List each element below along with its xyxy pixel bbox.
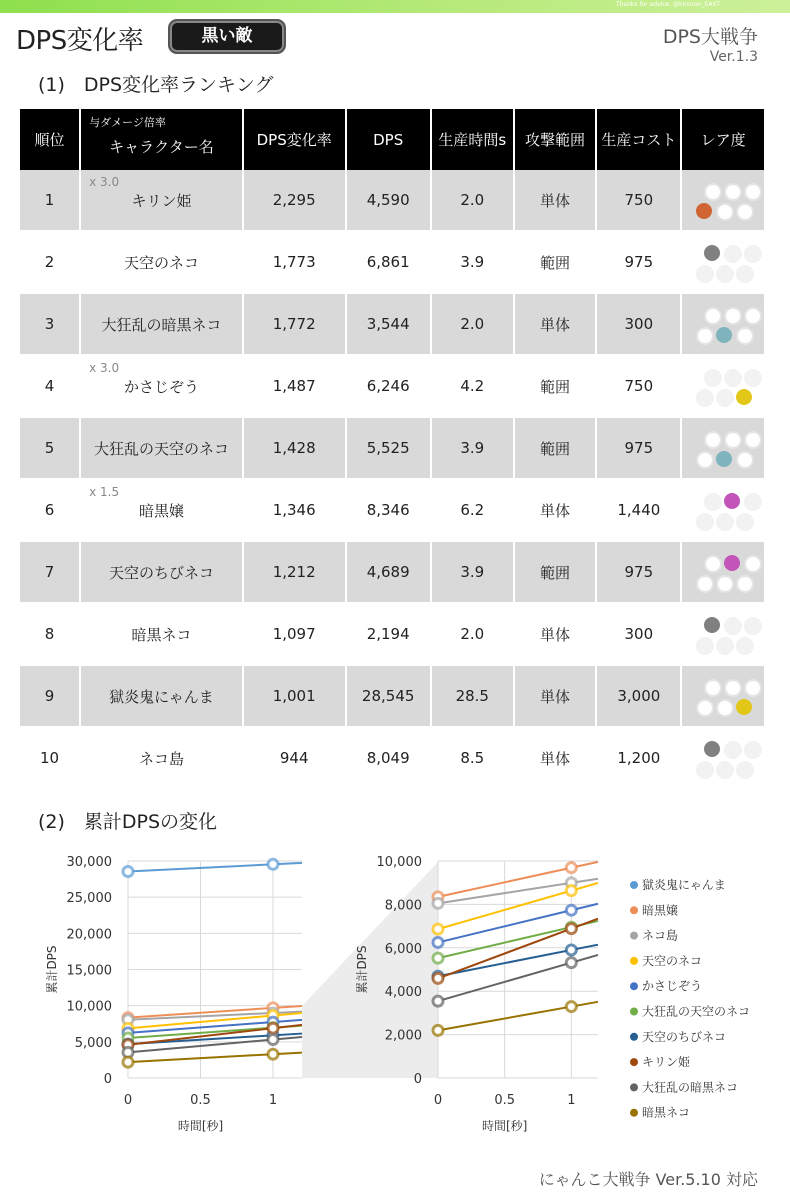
legend-label: ネコ島 [642,928,679,943]
character-name: 獄炎鬼にゃんま [109,687,214,706]
header-rarity: レア度 [681,109,764,170]
chart1-x-axis-label: 時間[秒] [177,1119,224,1133]
chart2-data-point [433,898,443,908]
cost-cell: 975 [596,231,681,293]
rate-cell: 2,295 [243,170,346,231]
time-cell: 28.5 [431,665,514,727]
header-cost: 生産コスト [596,109,681,170]
header-name-sub: 与ダメージ倍率 [89,116,166,129]
legend-label: 大狂乱の暗黒ネコ [642,1080,739,1095]
rate-cell: 1,097 [243,603,346,665]
cost-cell: 975 [596,541,681,603]
time-cell: 3.9 [431,231,514,293]
chart2-data-point [566,945,576,955]
chart2-y-tick-label: 0 [413,1072,422,1087]
dps-cell: 4,590 [346,170,431,231]
enemy-type-badge: 黒い敵 [168,19,286,54]
range-cell: 範囲 [514,417,597,479]
character-name: キリン姫 [131,191,192,210]
rank-cell: 7 [20,541,80,603]
dps-cell: 8,049 [346,727,431,789]
chart2-x-tick-label: 1 [567,1093,576,1108]
time-cell: 2.0 [431,293,514,355]
dps-cell: 3,544 [346,293,431,355]
cost-cell: 975 [596,417,681,479]
dps-cell: 5,525 [346,417,431,479]
cost-cell: 1,200 [596,727,681,789]
legend-label: 天空のネコ [642,953,703,968]
legend-marker [630,1033,638,1041]
cost-cell: 1,440 [596,479,681,541]
legend-marker [630,957,638,965]
chart2-data-point [433,924,443,934]
legend-marker [630,881,638,889]
rank-cell: 3 [20,293,80,355]
legend-marker [630,1008,638,1016]
header-name-main: キャラクター名 [109,138,214,156]
rate-cell: 1,773 [243,231,346,293]
damage-multiplier: x 1.5 [89,485,120,499]
chart1-y-tick-label: 15,000 [66,963,112,979]
chart2-y-tick-label: 6,000 [384,941,422,957]
rank-cell: 6 [20,479,80,541]
chart2-data-point [566,863,576,873]
credit-text: Thanks for advice. @kinoran_EAST [615,1,720,8]
cost-cell: 300 [596,293,681,355]
chart1-data-point [268,1023,278,1033]
rank-cell: 5 [20,417,80,479]
rank-cell: 8 [20,603,80,665]
legend-label: 暗黒嬢 [642,903,679,918]
chart2-data-point [433,973,443,983]
rate-cell: 1,772 [243,293,346,355]
range-cell: 単体 [514,665,597,727]
chart2-data-point [433,1025,443,1035]
rank-cell: 2 [20,231,80,293]
chart1-x-tick-label: 1 [268,1093,278,1108]
legend-label: かさじぞう [642,979,703,994]
chart2-y-axis-label: 累計DPS [355,945,369,994]
legend-label: 大狂乱の天空のネコ [642,1004,751,1019]
rate-cell: 1,212 [243,541,346,603]
time-cell: 3.9 [431,417,514,479]
chart1-x-tick-label: 0 [123,1093,133,1108]
section-1-heading: (1) DPS変化率ランキング [38,74,274,96]
range-cell: 範囲 [514,541,597,603]
game-title: DPS大戦争 [662,26,758,48]
range-cell: 単体 [514,727,597,789]
time-cell: 2.0 [431,603,514,665]
time-cell: 8.5 [431,727,514,789]
rate-cell: 944 [243,727,346,789]
legend-marker [630,1109,638,1117]
chart2-data-point [566,1002,576,1012]
footer-version-note: にゃんこ大戦争 Ver.5.10 対応 [538,1170,758,1189]
time-cell: 6.2 [431,479,514,541]
legend-marker [630,982,638,990]
character-name: 大狂乱の暗黒ネコ [101,315,222,334]
chart1-data-point [123,1057,133,1067]
chart2-y-tick-label: 8,000 [384,898,422,914]
chart2-data-point [566,905,576,915]
chart1-data-point [123,867,133,877]
chart1-x-tick-label: 0.5 [190,1093,211,1108]
chart1-data-point [268,859,278,869]
dps-cell: 28,545 [346,665,431,727]
rate-cell: 1,001 [243,665,346,727]
legend-label: 天空のちびネコ [642,1029,727,1044]
chart2-x-axis-label: 時間[秒] [481,1119,528,1133]
zoom-connector [300,860,440,1078]
range-cell: 単体 [514,479,597,541]
cost-cell: 300 [596,603,681,665]
legend-label: 獄炎鬼にゃんま [642,878,726,892]
rank-cell: 9 [20,665,80,727]
rank-cell: 10 [20,727,80,789]
legend-marker [630,1058,638,1066]
time-cell: 2.0 [431,170,514,231]
chart2-data-point [433,937,443,947]
rank-cell: 4 [20,355,80,417]
rank-cell: 1 [20,170,80,231]
time-cell: 3.9 [431,541,514,603]
chart2-data-point [566,886,576,896]
chart1-y-tick-label: 30,000 [66,855,112,870]
dps-cell: 6,861 [346,231,431,293]
chart2-x-tick-label: 0 [433,1093,443,1108]
time-cell: 4.2 [431,355,514,417]
cost-cell: 750 [596,355,681,417]
range-cell: 範囲 [514,355,597,417]
rate-cell: 1,487 [243,355,346,417]
chart1-y-tick-label: 0 [103,1072,112,1087]
damage-multiplier: x 3.0 [89,361,120,375]
legend-marker [630,1083,638,1091]
character-name: 天空のネコ [123,253,199,272]
chart1-y-tick-label: 25,000 [66,891,112,907]
chart1-y-tick-label: 5,000 [74,1035,112,1051]
character-name: ネコ島 [138,749,184,768]
header-dps: DPS [346,109,431,170]
legend-marker [630,932,638,940]
rate-cell: 1,346 [243,479,346,541]
chart2-y-tick-label: 2,000 [384,1028,422,1044]
dps-cell: 8,346 [346,479,431,541]
chart1-data-point [268,1049,278,1059]
character-name: かさじぞう [123,377,199,396]
header-rate: DPS変化率 [243,109,346,170]
header-time: 生産時間s [431,109,514,170]
range-cell: 単体 [514,293,597,355]
rate-cell: 1,428 [243,417,346,479]
dps-cell: 4,689 [346,541,431,603]
damage-multiplier: x 3.0 [89,175,120,189]
dps-cell: 6,246 [346,355,431,417]
chart2-data-point [433,953,443,963]
legend-marker [630,906,638,914]
character-name: 天空のちびネコ [108,563,214,582]
header-range: 攻撃範囲 [514,109,597,170]
chart2-y-tick-label: 4,000 [384,985,422,1001]
character-name: 大狂乱の天空のネコ [93,439,229,458]
section-2-heading: (2) 累計DPSの変化 [38,811,218,833]
legend-label: キリン姫 [642,1055,691,1070]
cost-cell: 750 [596,170,681,231]
chart2-data-point [433,996,443,1006]
chart2-x-tick-label: 0.5 [494,1093,516,1108]
chart2-y-tick-label: 10,000 [376,855,422,870]
legend-label: 暗黒ネコ [642,1105,691,1120]
chart2-data-point [566,958,576,968]
cost-cell: 3,000 [596,665,681,727]
chart1-data-point [268,1035,278,1045]
chart1-y-axis-label: 累計DPS [45,945,59,994]
version-label: Ver.1.3 [709,49,758,65]
range-cell: 範囲 [514,231,597,293]
range-cell: 単体 [514,170,597,231]
character-name: 暗黒ネコ [131,625,192,644]
range-cell: 単体 [514,603,597,665]
header-rank: 順位 [20,109,80,170]
page-title: DPS変化率 [16,26,144,56]
chart1-y-tick-label: 10,000 [66,999,112,1015]
chart2-data-point [566,924,576,934]
chart1-y-tick-label: 20,000 [66,927,112,943]
character-name: 暗黒嬢 [138,501,184,520]
dps-cell: 2,194 [346,603,431,665]
